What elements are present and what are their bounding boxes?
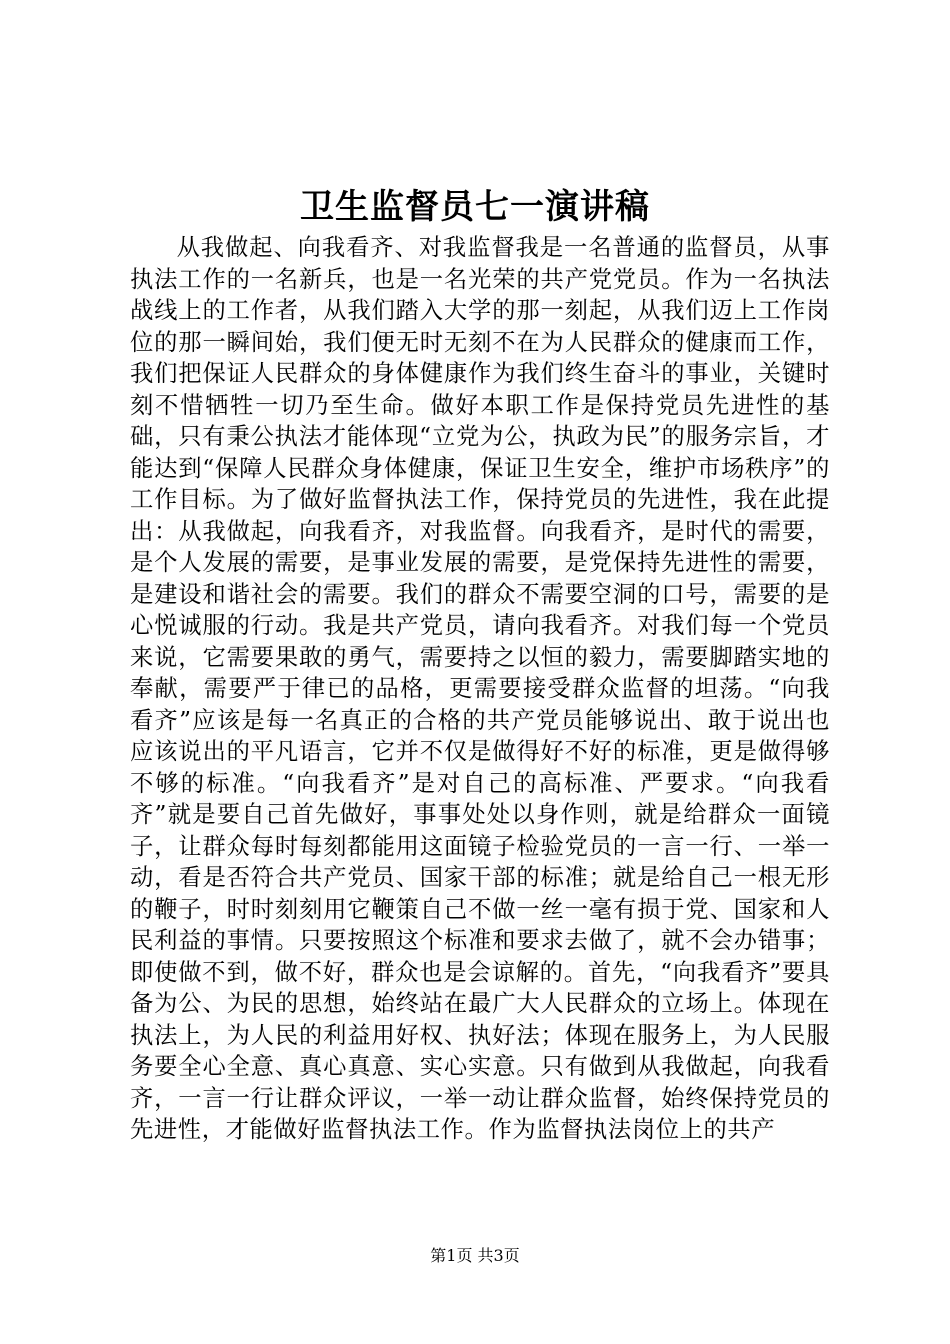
body-paragraph: 从我做起、向我看齐、对我监督我是一名普通的监督员，从事执法工作的一名新兵，也是一名光荣的共产党党员。作为一名执法战线上的工作者，从我们踏入大学的那一刻起，从我们迈上工作岗位的那一瞬间始，我们便无时无刻不在为人民群众的健康而工作，我们把保证人民群众的身体健康作为我们终生奋斗的事业，关键时刻不惜牺牲一切乃至生命。做好本职工作是保持党员先进性的基础，只有秉公执法才能体现“立党为公，执政为民”的服务宗旨，才能达到“保障人民群众身体健康，保证卫生安全，维护市场秩序”的工作目标。为了做好监督执法工作，保持党员的先进性，我在此提出：从我做起，向我看齐，对我监督。向我看齐，是时代的需要，是个人发展的需要，是事业发展的需要，是党保持先进性的需要，是建设和谐社会的需要。我们的群众不需要空洞的口号，需要的是心悦诚服的行动。我是共产党员，请向我看齐。对我们每一个党员来说，它需要果敢的勇气，需要持之以恒的毅力，需要脚踏实地的奉献，需要严于律已的品格，更需要接受群众监督的坦荡。“向我看齐”应该是每一名真正的合格的共产党员能够说出、敢于说出也应该说出的平凡语言，它并不仅是做得好不好的标准，更是做得够不够的标准。“向我看齐”是对自己的高标准、严要求。“向我看齐”就是要自己首先做好，事事处处以身作则，就是给群众一面镜子，让群众每时每刻都能用这面镜子检验党员的一言一行、一举一动，看是否符合共产党员、国家干部的标准；就是给自己一根无形的鞭子，时时刻刻用它鞭策自己不做一丝一毫有损于党、国家和人民利益的事情。只要按照这个标准和要求去做了，就不会办错事；即使做不到，做不好，群众也是会谅解的。首先，“向我看齐”要具备为公、为民的思想，始终站在最广大人民群众的立场上。体现在执法上，为人民的利益用好权、执好法；体现在服务上，为人民服务要全心全意、真心真意、实心实意。只有做到从我做起，向我看齐，一言一行让群众评议，一举一动让群众监督，始终保持党员的先进性，才能做好监督执法工作。作为监督执法岗位上的共产 xyxy=(130,234,830,1143)
document-title: 卫生监督员七一演讲稿 xyxy=(300,187,650,227)
page-number-footer: 第1页 共3页 xyxy=(430,1246,520,1265)
